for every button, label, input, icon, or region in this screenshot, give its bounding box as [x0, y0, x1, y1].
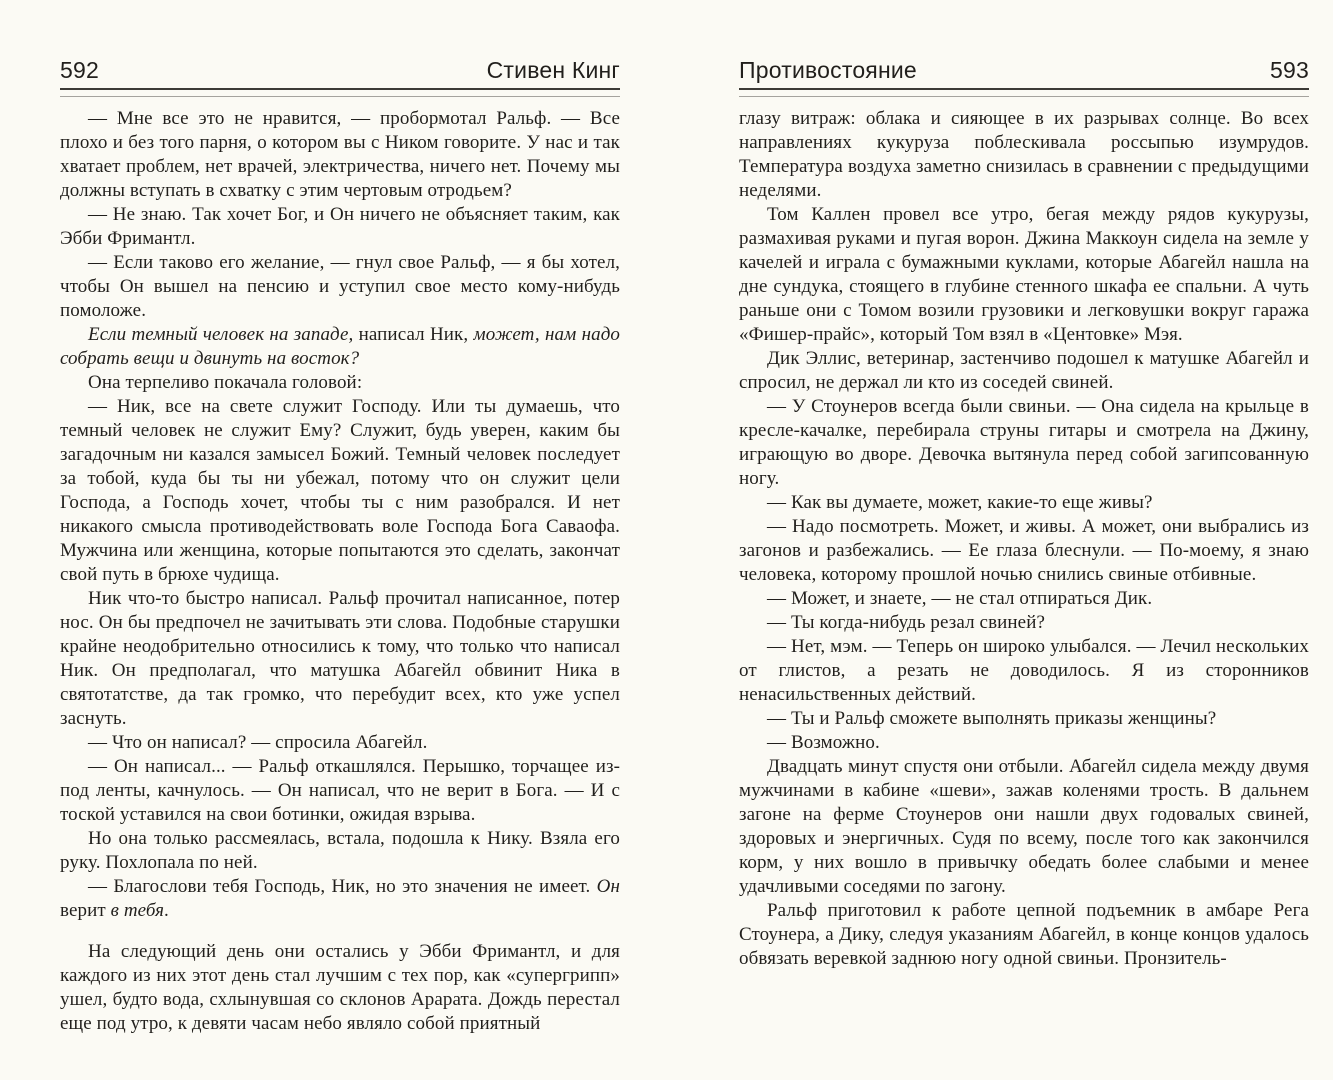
paragraph [739, 395, 1309, 491]
text-run: — Надо посмотреть. Может, и живы. А может, они выбрались из загонов и разбежались. — Ее глаза блеснули. — По-моему, я знаю человека, которому прошлой ночью снились свиные отбивные. [739, 516, 1309, 585]
text-run: — Может, и знаете, — не стал отпираться Дик. [767, 588, 1153, 609]
text-run: Ник что-то быстро написал. Ральф прочитал написанное, потер нос. Он бы предпочел не зачитывать эти слова. Подобные старушки крайне неодобрительно относились к тому, что только что написал Ник. Он предполагал, что матушка Абагейл обвинит Ника в святотатстве, да так громко, что перебудит всех, кто уже успел заснуть. [60, 588, 620, 729]
paragraph [739, 347, 1309, 395]
text-run: Дик Эллис, ветеринар, застенчиво подошел к матушке Абагейл и спросил, не держал ли кто из соседей свиней. [739, 348, 1309, 393]
page-body-right [739, 107, 1309, 971]
text-run: — Как вы думаете, может, какие-то еще живы? [767, 492, 1153, 513]
text-run: — У Стоунеров всегда были свиньи. — Она сидела на крыльце в кресле-качалке, перебирала струны гитары и смотрела на Джину, играющую во дворе. Девочка вытянула перед собой загипсованную ногу. [739, 396, 1309, 489]
text-run: Но она только рассмеялась, встала, подошла к Нику. Взяла его руку. Похлопала по ней. [60, 828, 620, 873]
paragraph [60, 875, 620, 923]
text-run-italic: Он [596, 876, 620, 897]
text-run: . [164, 900, 169, 921]
paragraph [739, 899, 1309, 971]
paragraph [60, 371, 620, 395]
text-run-italic: в тебя [110, 900, 165, 921]
text-run: Она терпеливо покачала головой: [88, 372, 363, 393]
paragraph [739, 707, 1309, 731]
text-run: — Ты когда-нибудь резал свиней? [767, 612, 1046, 633]
paragraph [60, 323, 620, 371]
text-run-italic: Если темный человек на западе, [88, 324, 354, 345]
text-run: На следующий день они остались у Эбби Фримантл, и для каждого из них этот день стал лучшим с тех пор, как «супергрипп» ушел, будто вода, схлынувшая со склонов Арарата. Дождь перестал еще под утро, к девяти часам небо являло собой приятный [60, 941, 620, 1034]
running-head-title: Противостояние [739, 57, 917, 83]
paragraph [60, 587, 620, 731]
text-run: Ральф приготовил к работе цепной подъемник в амбаре Рега Стоунера, а Дику, следуя указаниям Абагейл, в конце концов удалось обвязать веревкой заднюю ногу одной свиньи. Пронзитель- [739, 900, 1309, 969]
paragraph [739, 587, 1309, 611]
header-rule-right [739, 88, 1309, 97]
paragraph [739, 755, 1309, 899]
paragraph [739, 635, 1309, 707]
page-number-left: 592 [60, 57, 99, 83]
text-run: — Мне все это не нравится, — пробормотал Ральф. — Все плохо и без того парня, о котором вы с Ником говорите. У нас и так хватает проблем, нет врачей, электричества, ничего нет. Почему мы должны вступать в схватку с этим чертовым отродьем? [60, 108, 620, 201]
text-run: — Благослови тебя Господь, Ник, но это значения не имеет. [88, 876, 597, 897]
text-run: Двадцать минут спустя они отбыли. Абагейл сидела между двумя мужчинами в кабине «шеви», зажав коленями трость. В дальнем загоне на ферме Стоунеров они нашли двух годовалых свиней, здоровых и энергичных. Судя по всему, после того как закончился корм, у них вошло в привычку обедать более слабыми и менее удачливыми соседями по загону. [739, 756, 1309, 897]
paragraph [60, 107, 620, 203]
page-right [739, 56, 1309, 971]
running-head-author: Стивен Кинг [486, 57, 620, 83]
running-header-right [739, 56, 1309, 84]
text-run-italic: может, нам надо собрать вещи и двинуть на восток? [60, 324, 621, 369]
paragraph [60, 251, 620, 323]
page-body-left [60, 107, 620, 1036]
page-left [60, 56, 620, 1036]
text-run: — Ты и Ральф сможете выполнять приказы женщины? [767, 708, 1217, 729]
text-run: — Он написал... — Ральф откашлялся. Перышко, торчащее из-под ленты, качнулось. — Он написал, что не верит в Бога. — И с тоской уставился на свои ботинки, ожидая взрыва. [60, 756, 620, 825]
text-run: — Возможно. [767, 732, 880, 753]
text-run: — Ник, все на свете служит Господу. Или ты думаешь, что темный человек не служит Ему? Служит, будь уверен, каким бы загадочным ни казался замысел Божий. Темный человек последует за тобой, куда бы ты ни убежал, потому что он служит цели Господа, а Господь хочет, чтобы ты с ним разобрался. И нет никакого смысла противодействовать воле Господа Бога Саваофа. Мужчина или женщина, которые попытаются это сделать, закончат свой путь в брюхе чудища. [60, 396, 620, 585]
paragraph [739, 611, 1309, 635]
paragraph [739, 491, 1309, 515]
paragraph [60, 203, 620, 251]
text-run: Том Каллен провел все утро, бегая между рядов кукурузы, размахивая руками и пугая ворон. Джина Маккоун сидела на земле у качелей и играла с бумажными куклами, которые Абагейл нашла на дне сундука, стоящего в глубине стенного шкафа ее спальни. А чуть раньше они с Томом возили грузовики и легковушки вокруг гаража «Фишер-прайс», который Том взял в «Центовке» Мэя. [739, 204, 1309, 345]
paragraph [60, 940, 620, 1036]
paragraph [60, 731, 620, 755]
running-header-left [60, 56, 620, 84]
text-run: — Что он написал? — спросила Абагейл. [88, 732, 428, 753]
paragraph [739, 107, 1309, 203]
paragraph [60, 395, 620, 587]
text-run: — Нет, мэм. — Теперь он широко улыбался. — Лечил нескольких от глистов, а резать не доводилось. Я из сторонников ненасильственных действий. [739, 636, 1309, 705]
text-run: — Если таково его желание, — гнул свое Ральф, — я бы хотел, чтобы Он вышел на пенсию и уступил свое место кому-нибудь помоложе. [60, 252, 620, 321]
paragraph [739, 731, 1309, 755]
paragraph [739, 515, 1309, 587]
text-run: — Не знаю. Так хочет Бог, и Он ничего не объясняет таким, как Эбби Фримантл. [60, 204, 620, 249]
header-rule-left [60, 88, 620, 97]
text-run: написал Ник, [353, 324, 474, 345]
page-number-right: 593 [1270, 57, 1309, 83]
text-run: глазу витраж: облака и сияющее в их разрывах солнце. Во всех направлениях кукуруза поблескивала россыпью изумрудов. Температура воздуха заметно снизилась в сравнении с предыдущими неделями. [739, 108, 1309, 201]
paragraph [60, 755, 620, 827]
paragraph [60, 827, 620, 875]
text-run: верит [60, 900, 111, 921]
paragraph [739, 203, 1309, 347]
